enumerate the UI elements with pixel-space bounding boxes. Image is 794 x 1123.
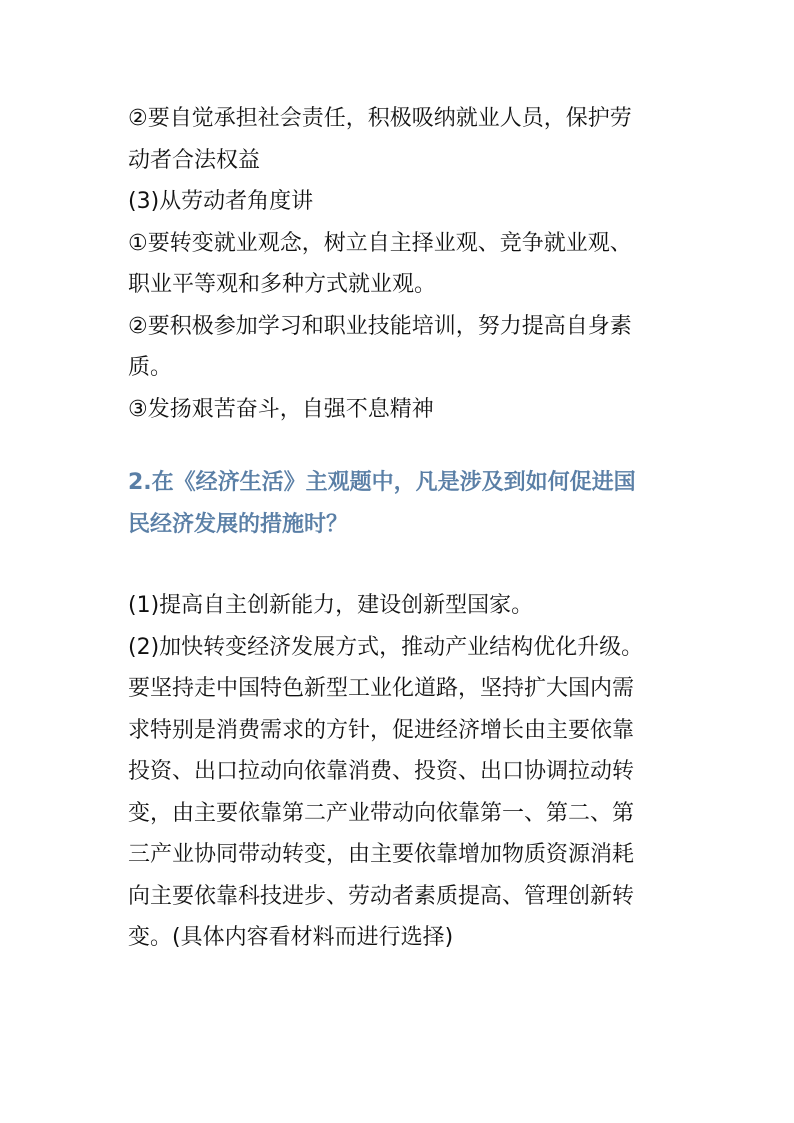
text-line: 动者合法权益 — [128, 147, 261, 173]
text-line: 变。(具体内容看材料而进行选择) — [128, 925, 454, 950]
text-line: 职业平等观和多种方式就业观。 — [128, 272, 437, 297]
document-body — [128, 98, 673, 959]
text-line: 求特别是消费需求的方针，促进经济增长由主要依靠 — [128, 717, 635, 743]
text-line: 质。 — [128, 355, 173, 380]
heading-line: 2.在《经济生活》主观题中，凡是涉及到如何促进国 — [128, 470, 636, 495]
text-line: (3)从劳动者角度讲 — [128, 189, 314, 214]
heading-line: 民经济发展的措施时？ — [128, 511, 349, 537]
text-line: 要坚持走中国特色新型工业化道路，坚持扩大国内需 — [128, 676, 635, 701]
text-line: 变，由主要依靠第二产业带动向依靠第一、第二、第 — [128, 800, 635, 826]
text-line: (2)加快转变经济发展方式，推动产业结构优化升级。 — [128, 634, 644, 660]
text-line: 投资、出口拉动向依靠消费、投资、出口协调拉动转 — [128, 759, 635, 784]
text-line: 三产业协同带动转变，由主要依靠增加物质资源消耗 — [128, 842, 635, 867]
text-line: ②要积极参加学习和职业技能培训，努力提高自身素 — [128, 313, 632, 339]
spacer — [128, 430, 673, 462]
text-line: ①要转变就业观念，树立自主择业观、竞争就业观、 — [128, 230, 632, 256]
section-heading — [128, 462, 673, 545]
spacer — [128, 545, 673, 585]
text-line: (1)提高自主创新能力，建设创新型国家。 — [128, 593, 534, 618]
section-economy-measures — [128, 585, 673, 959]
text-line: ②要自觉承担社会责任，积极吸纳就业人员，保护劳 — [128, 106, 632, 131]
text-line: 向主要依靠科技进步、劳动者素质提高、管理创新转 — [128, 883, 635, 909]
section-labor-measures — [128, 98, 673, 430]
text-line: ③发扬艰苦奋斗，自强不息精神 — [128, 396, 434, 422]
